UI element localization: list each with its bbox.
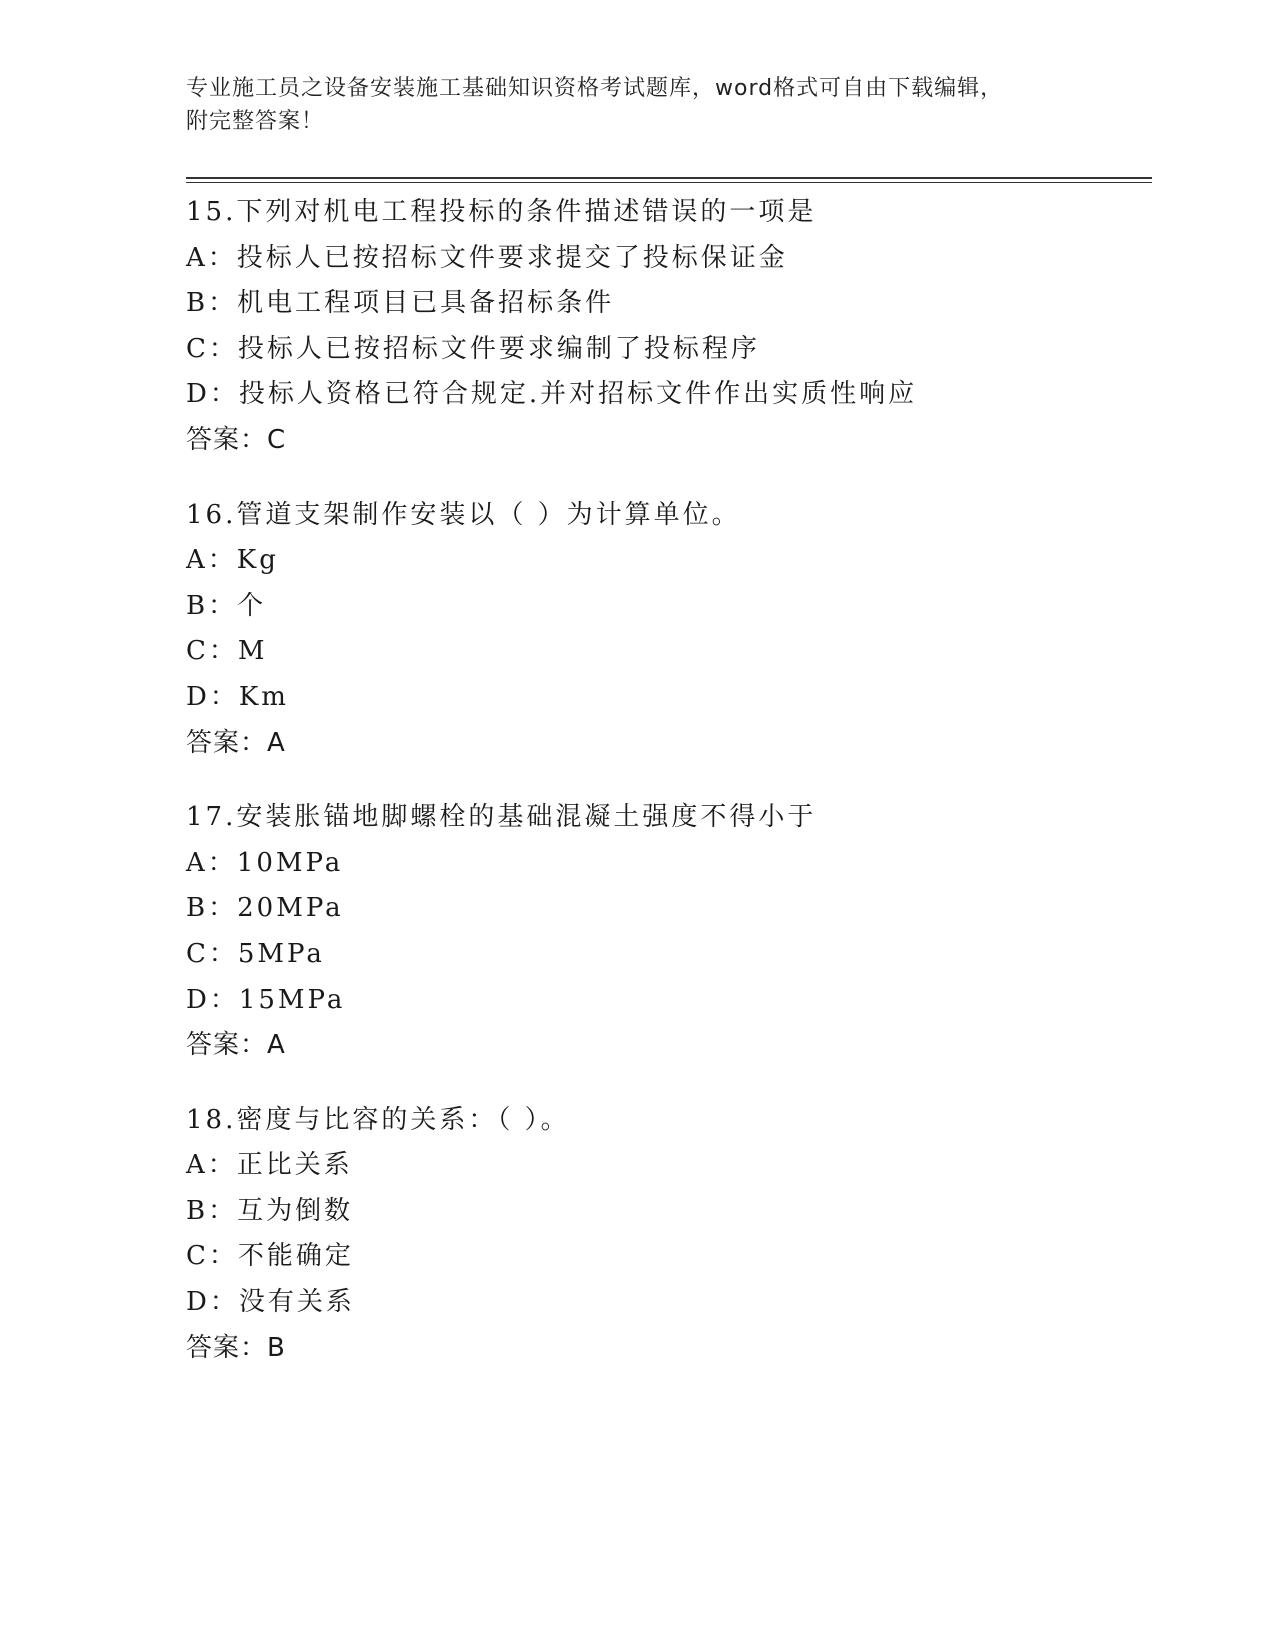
document-header bbox=[186, 72, 1066, 138]
option-a: A：Kg bbox=[186, 545, 279, 576]
answer-line: 答案：C bbox=[186, 424, 287, 455]
header-line-1: 专业施工员之设备安装施工基础知识资格考试题库，word格式可自由下载编辑， bbox=[186, 76, 1004, 101]
option-a: A：投标人已按招标文件要求提交了投标保证金 bbox=[186, 242, 788, 273]
option-a: A：10MPa bbox=[186, 847, 344, 878]
option-b: B：互为倒数 bbox=[186, 1195, 354, 1226]
option-c: C：不能确定 bbox=[186, 1241, 354, 1272]
question-stem: 16.管道支架制作安装以（ ）为计算单位。 bbox=[186, 499, 741, 530]
option-b: B：20MPa bbox=[186, 893, 344, 924]
option-c: C：投标人已按招标文件要求编制了投标程序 bbox=[186, 333, 760, 364]
option-b: B：个 bbox=[186, 590, 267, 621]
question-stem: 17.安装胀锚地脚螺栓的基础混凝土强度不得小于 bbox=[186, 802, 817, 833]
option-d: D：投标人资格已符合规定.并对招标文件作出实质性响应 bbox=[186, 379, 918, 410]
option-b: B：机电工程项目已具备招标条件 bbox=[186, 288, 615, 319]
question-stem: 18.密度与比容的关系：（ ）。 bbox=[186, 1104, 570, 1135]
question-17 bbox=[186, 795, 1152, 1069]
question-list bbox=[186, 190, 1152, 1400]
option-d: D：没有关系 bbox=[186, 1287, 355, 1318]
question-16 bbox=[186, 493, 1152, 767]
question-18 bbox=[186, 1098, 1152, 1372]
option-c: C：5MPa bbox=[186, 938, 325, 969]
option-c: C：M bbox=[186, 636, 268, 667]
option-d: D：15MPa bbox=[186, 984, 346, 1015]
answer-line: 答案：B bbox=[186, 1332, 286, 1363]
option-d: D：Km bbox=[186, 681, 289, 712]
answer-line: 答案：A bbox=[186, 1030, 286, 1061]
header-line-2: 附完整答案！ bbox=[186, 109, 325, 134]
answer-line: 答案：A bbox=[186, 727, 286, 758]
header-divider-thin bbox=[186, 182, 1152, 183]
question-stem: 15.下列对机电工程投标的条件描述错误的一项是 bbox=[186, 197, 817, 227]
option-a: A：正比关系 bbox=[186, 1150, 353, 1181]
header-divider-thick bbox=[186, 177, 1152, 179]
question-15 bbox=[186, 190, 1152, 464]
